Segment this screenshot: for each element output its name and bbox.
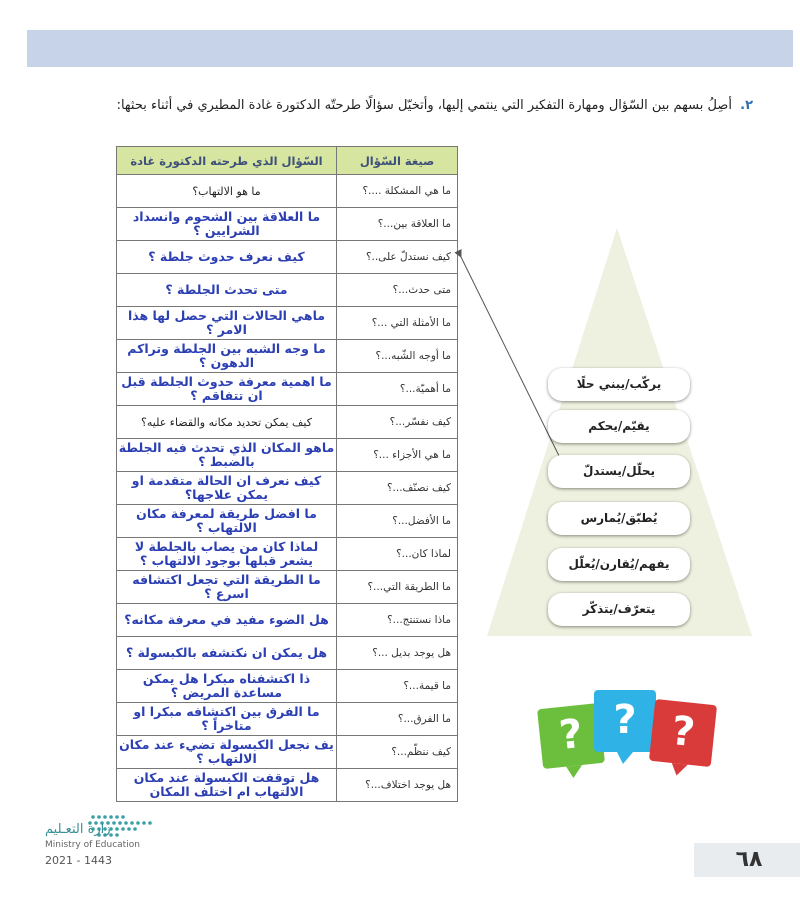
question-mark-glyph: ? [669, 707, 698, 757]
handwritten-answer: يف نجعل الكبسولة تضيء عند مكان الالتهاب ؟ [119, 737, 334, 766]
skill-pill: يحلّل/يستدلّ [548, 455, 690, 488]
question-stem: ماذا نستنتج...؟ [337, 604, 458, 637]
question-stem: ما أهميّة...؟ [337, 373, 458, 406]
question-mark-glyph: ? [556, 710, 585, 760]
question-stem: ما أوجه الشّبه...؟ [337, 340, 458, 373]
handwritten-answer: ما وجه الشبه بين الجلطة وتراكم الدهون ؟ [127, 341, 326, 370]
printed-answer: ما هو الالتهاب؟ [192, 184, 261, 198]
question-stem: كيف نفسّر...؟ [337, 406, 458, 439]
handwritten-answer: ماهي الحالات التي حصل لها هذا الامر ؟ [127, 308, 326, 337]
logo-english-text: Ministry of Education [45, 840, 140, 850]
page-number: ٦٨ [735, 847, 763, 872]
handwritten-answer: كيف نعرف حدوث جلطة ؟ [148, 249, 305, 264]
question-stem: ما هي الأجزاء ...؟ [337, 439, 458, 472]
handwritten-answer: ذا اكتشفناه مبكرا هل يمكن مساعدة المريض ؟ [142, 671, 311, 700]
handwritten-answer: ما العلاقة بين الشحوم وانسداد الشرايين ؟ [132, 209, 321, 238]
skill-pill: يفهم/يُقارن/يُعلّل [548, 548, 690, 581]
handwritten-answer: ما اهمية معرفة حدوث الجلطة قبل ان تتفاقم ؟ [121, 374, 332, 403]
handwritten-answer: كيف نعرف ان الحالة متقدمة او يمكن علاجها؟ [131, 473, 322, 502]
handwritten-answer: ما الفرق بين اكتشافه مبكرا او متاخراً ؟ [133, 704, 320, 733]
question-stem: ما الأفضل...؟ [337, 505, 458, 538]
question-stem: ما قيمة...؟ [337, 670, 458, 703]
question-stem: كيف ننظّم...؟ [337, 736, 458, 769]
handwritten-answer: ماهو المكان الذي تحدث فيه الجلطة بالضبط ؟ [118, 440, 335, 469]
question-mark-glyph: ? [613, 697, 637, 743]
skill-pill: يقيّم/يحكم [548, 410, 690, 443]
question-stem: هل يوجد اختلاف...؟ [337, 769, 458, 802]
skill-pill: يتعرّف/يتذكّر [548, 593, 690, 626]
logo-arabic-text: زارة التعـليم [45, 822, 111, 837]
handwritten-answer: هل يمكن ان نكتشفه بالكبسولة ؟ [125, 645, 328, 660]
handwritten-answer: ما الطريقة التي تجعل اكتشافه اسرع ؟ [132, 572, 321, 601]
handwritten-answer: لماذا كان من يصاب بالجلطة لا يشعر قبلها بوجود الالتهاب ؟ [134, 539, 319, 568]
printed-answer: كيف يمكن تحديد مكانه والقضاء عليه؟ [141, 415, 312, 429]
question-stem: متى حدث...؟ [337, 274, 458, 307]
question-stem: كيف نصنّف...؟ [337, 472, 458, 505]
handwritten-answer: هل الضوء مفيد في معرفة مكانه؟ [124, 612, 329, 627]
skill-pill: يُطبّق/يُمارس [548, 502, 690, 535]
skill-pill: يركّب/يبني حلًا [548, 368, 690, 401]
handwritten-answer: متى تحدث الجلطة ؟ [165, 282, 288, 297]
question-stem: كيف نستدلّ على..؟ [337, 241, 458, 274]
question-stem: لماذا كان...؟ [337, 538, 458, 571]
handwritten-answer: ما افضل طريقة لمعرفة مكان الالتهاب ؟ [136, 506, 317, 535]
question-stem: ما هي المشكلة ....؟ [337, 175, 458, 208]
question-stem: ما الفرق...؟ [337, 703, 458, 736]
question-stem: ما الطريقة التي...؟ [337, 571, 458, 604]
logo-year: 2021 - 1443 [45, 854, 112, 867]
question-bubble [648, 699, 717, 779]
handwritten-answer: هل توقفت الكبسولة عند مكان الالتهاب ام اختلف المكان [133, 770, 320, 799]
header-stem: صيغة السّؤال [337, 147, 458, 175]
question-marks-icon [536, 688, 721, 783]
instruction-text: أصِلُ بسهم بين السّؤال ومهارة التفكير التي ينتمي إليها، وأتخيّل سؤالًا طرحتّه الدكتورة غادة المطيري في أثناء بحثها: [116, 98, 732, 113]
question-stem: هل يوجد بديل ...؟ [337, 637, 458, 670]
header-answer: السّؤال الذي طرحته الدكتورة غادة [117, 147, 337, 175]
question-stem: ما الأمثلة التي ...؟ [337, 307, 458, 340]
instruction-number: ٢. [740, 98, 753, 113]
question-stem: ما العلاقة بين...؟ [337, 208, 458, 241]
